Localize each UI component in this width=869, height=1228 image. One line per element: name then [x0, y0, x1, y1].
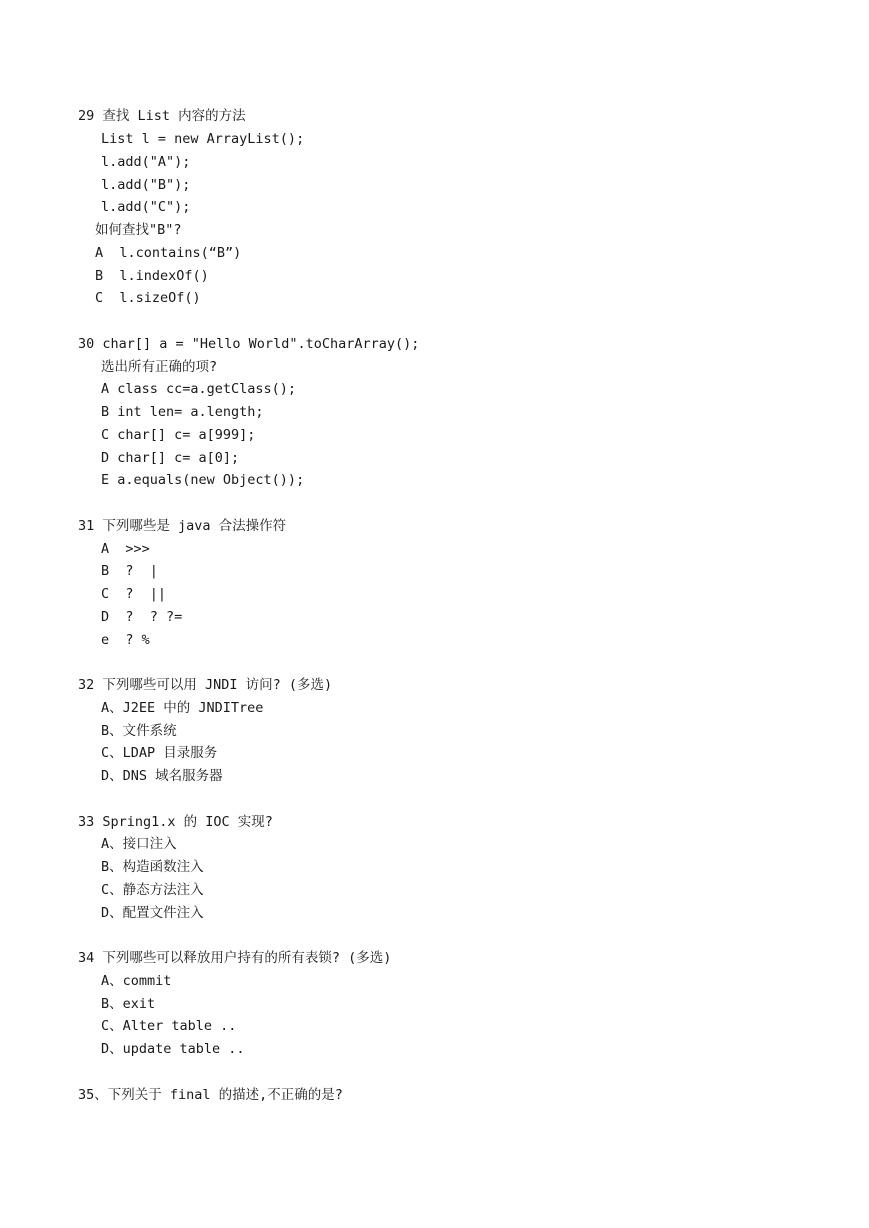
- question-35-title: 35、下列关于 final 的描述,不正确的是?: [78, 1087, 343, 1103]
- question-32-option-c: C、LDAP 目录服务: [101, 745, 218, 761]
- question-29-prompt: 如何查找"B"?: [95, 222, 182, 238]
- question-30-option-a: A class cc=a.getClass();: [101, 381, 297, 397]
- question-31-option-d: D ? ? ?=: [101, 609, 183, 625]
- question-29-title: 29 查找 List 内容的方法: [78, 108, 246, 124]
- question-29-code-line: l.add("C");: [101, 199, 191, 215]
- question-34-option-a: A、commit: [101, 973, 172, 989]
- question-31-option-e: e ? %: [101, 632, 150, 648]
- question-29-option-c: C l.sizeOf(): [95, 290, 201, 306]
- question-31-option-b: B ? |: [101, 563, 158, 579]
- question-29-code-line: List l = new ArrayList();: [101, 131, 305, 147]
- question-34-option-d: D、update table ..: [101, 1041, 245, 1057]
- question-31-option-c: C ? ||: [101, 586, 167, 602]
- question-32-title: 32 下列哪些可以用 JNDI 访问? (多选): [78, 677, 333, 693]
- question-30-option-c: C char[] c= a[999];: [101, 427, 256, 443]
- question-33-option-c: C、静态方法注入: [101, 882, 204, 898]
- question-29-code-line: l.add("A");: [101, 154, 191, 170]
- question-29-code-line: l.add("B");: [101, 177, 191, 193]
- question-29-option-a: A l.contains(“B”): [95, 245, 242, 261]
- question-34-option-c: C、Alter table ..: [101, 1018, 237, 1034]
- question-30-option-d: D char[] c= a[0];: [101, 450, 240, 466]
- question-29-option-b: B l.indexOf(): [95, 268, 209, 284]
- question-30-title: 30 char[] a = "Hello World".toCharArray();: [78, 336, 420, 352]
- question-31-title: 31 下列哪些是 java 合法操作符: [78, 518, 287, 534]
- question-32-option-b: B、文件系统: [101, 723, 177, 739]
- question-32-option-a: A、J2EE 中的 JNDITree: [101, 700, 264, 716]
- question-30-prompt: 选出所有正确的项?: [101, 359, 218, 375]
- question-34-title: 34 下列哪些可以释放用户持有的所有表锁? (多选): [78, 950, 392, 966]
- question-33-option-a: A、接口注入: [101, 836, 177, 852]
- question-30-option-e: E a.equals(new Object());: [101, 472, 305, 488]
- question-31-option-a: A >>>: [101, 541, 150, 557]
- question-34-option-b: B、exit: [101, 996, 156, 1012]
- question-33-option-b: B、构造函数注入: [101, 859, 204, 875]
- question-32-option-d: D、DNS 域名服务器: [101, 768, 223, 784]
- question-30-option-b: B int len= a.length;: [101, 404, 264, 420]
- question-33-option-d: D、配置文件注入: [101, 905, 204, 921]
- question-33-title: 33 Spring1.x 的 IOC 实现?: [78, 814, 273, 830]
